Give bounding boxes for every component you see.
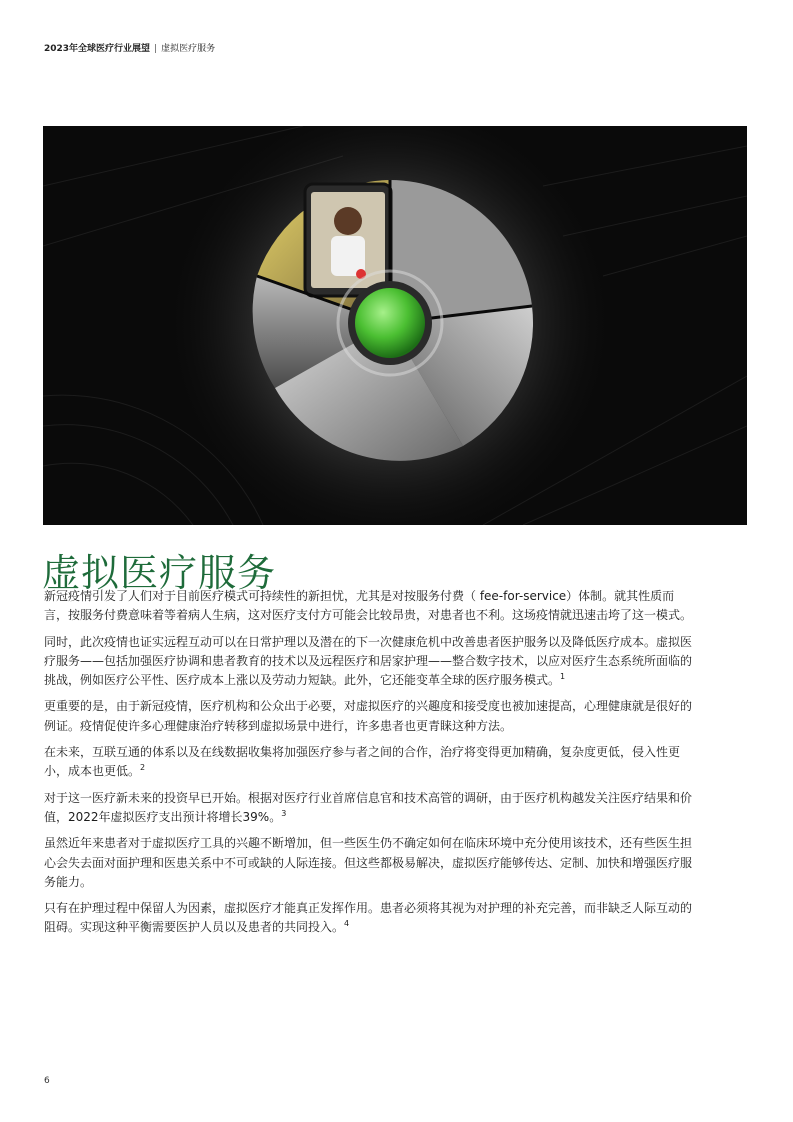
paragraph: 同时，此次疫情也证实远程互动可以在日常护理以及潜在的下一次健康危机中改善患者医护服务以及降低医疗成本。虚拟医疗服务——包括加强医疗协调和患者教育的技术以及远程医疗和居家护理——整合数字技术，以应对医疗生态系统所面临的挑战，例如医疗公平性、医疗成本上涨以及劳动力短缺。此外，它还能变革全球的医疗服务模式。$^1$ bbox=[44, 634, 693, 688]
paragraph: 更重要的是，由于新冠疫情，医疗机构和公众出于必要，对虚拟医疗的兴趣度和接受度也被加速提高，心理健康就是很好的例证。疫情促使许多心理健康治疗转移到虚拟场景中进行，许多患者也更青睐这种方法。 bbox=[44, 699, 693, 733]
footnote-ref: 2 bbox=[140, 763, 146, 773]
report-title: 2023年全球医疗行业展望 bbox=[44, 44, 151, 54]
hero-image bbox=[43, 126, 747, 525]
paragraph: 新冠疫情引发了人们对于目前医疗模式可持续性的新担忧，尤其是对按服务付费（ fee-for-service）体制。就其性质而言，按服务付费意味着等着病人生病，这对医疗支付方可能会比较昂贵，对患者也不利。这场疫情就迅速击垮了这一模式。 bbox=[44, 589, 693, 623]
page-title: 虚拟医疗服务 bbox=[42, 551, 277, 595]
header-separator: | bbox=[154, 44, 158, 54]
footnote-ref: 1 bbox=[560, 672, 566, 682]
body-text bbox=[44, 587, 694, 945]
paragraph: 对于这一医疗新未来的投资早已开始。根据对医疗行业首席信息官和技术高管的调研，由于医疗机构越发关注医疗结果和价值，2022年虚拟医疗支出预计将增长39%。$^3$ bbox=[44, 790, 693, 824]
section-name: 虚拟医疗服务 bbox=[161, 44, 216, 54]
paragraph: 虽然近年来患者对于虚拟医疗工具的兴趣不断增加，但一些医生仍不确定如何在临床环境中充分使用该技术，还有些医生担心会失去面对面护理和医患关系中不可或缺的人际连接。但这些都极易解决，虚拟医疗能够传达、定制、加快和增强医疗服务能力。 bbox=[44, 836, 693, 889]
green-orb-icon bbox=[355, 288, 425, 358]
footnote-ref: 3 bbox=[281, 808, 287, 818]
paragraph: 在未来，互联互通的体系以及在线数据收集将加强医疗参与者之间的合作，治疗将变得更加精确，复杂度更低，侵入性更小，成本也更低。$^2$ bbox=[44, 745, 681, 779]
footnote-ref: 4 bbox=[344, 919, 350, 929]
running-header bbox=[44, 43, 215, 55]
page-number: 6 bbox=[44, 1076, 50, 1086]
paragraph: 只有在护理过程中保留人为因素，虚拟医疗才能真正发挥作用。患者必须将其视为对护理的补充完善，而非缺乏人际互动的阻碍。实现这种平衡需要医护人员以及患者的共同投入。$^4$ bbox=[44, 901, 693, 935]
